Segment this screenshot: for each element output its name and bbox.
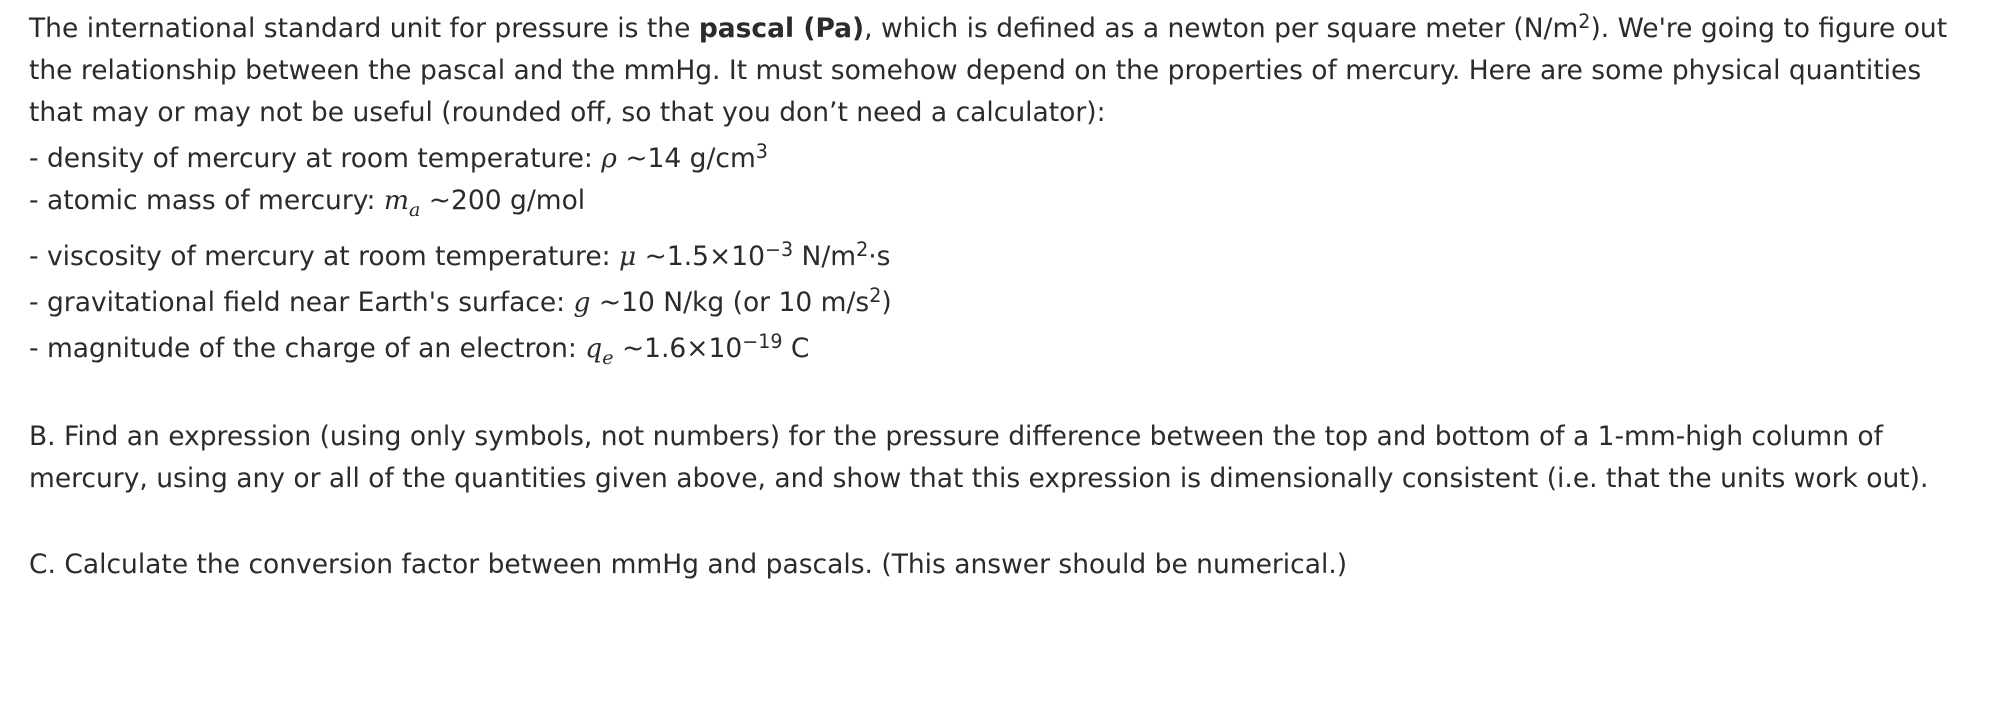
quantity-value-unit: C [782, 333, 810, 364]
charge-symbol: q [585, 333, 603, 364]
quantity-value: ~10 N/kg (or 10 m/s [590, 287, 870, 318]
quantity-value-exponent: −3 [764, 239, 794, 262]
quantity-unit-exponent: 2 [856, 239, 869, 262]
quantity-value-exponent: 2 [869, 285, 882, 308]
quantities-list [29, 138, 1968, 370]
quantity-viscosity [29, 236, 1968, 278]
part-c-question: C. Calculate the conversion factor between mmHg and pascals. (This answer should be numerical.) [29, 549, 1348, 580]
intro-superscript: 2 [1578, 11, 1591, 34]
intro-text-end: ). We're going to figure out the relationship between the pascal and the mmHg. It must somehow depend on the properties of mercury. Here are some physical quantities that may or may not be useful (rounded off, so that you don’t need a calculator): [29, 13, 1948, 128]
quantity-value-unit: N/m [793, 241, 857, 272]
atomic-mass-symbol: m [383, 185, 409, 216]
quantity-label: - gravitational field near Earth's surface: [29, 287, 574, 318]
density-symbol: ρ [601, 143, 617, 174]
intro-paragraph [29, 8, 1968, 134]
quantity-value-exponent: 3 [755, 141, 768, 164]
quantity-label: - atomic mass of mercury: [29, 185, 384, 216]
pascal-term: pascal (Pa) [698, 13, 865, 44]
viscosity-symbol: μ [619, 241, 637, 272]
intro-text-definition: , which is defined as a newton per square meter (N/m [864, 13, 1579, 44]
quantity-electron-charge [29, 328, 1968, 370]
quantity-value: ~1.6×10 [613, 333, 743, 364]
quantity-label: - magnitude of the charge of an electron: [29, 333, 586, 364]
gravity-symbol: g [573, 287, 591, 318]
charge-subscript: e [602, 346, 614, 369]
quantity-label: - viscosity of mercury at room temperature: [29, 241, 620, 272]
quantity-label: - density of mercury at room temperature: [29, 143, 602, 174]
intro-text-start: The international standard unit for pressure is the [29, 13, 699, 44]
quantity-value: ~200 g/mol [420, 185, 586, 216]
quantity-density [29, 138, 1968, 180]
quantity-atomic-mass [29, 180, 1968, 230]
part-b-question: B. Find an expression (using only symbols, not numbers) for the pressure difference between the top and bottom of a 1-mm-high column of mercury, using any or all of the quantities given above, and show that this expression is dimensionally consistent (i.e. that the units work out). [29, 421, 1929, 494]
quantity-value: ~14 g/cm [616, 143, 756, 174]
quantity-value: ~1.5×10 [636, 241, 765, 272]
quantity-value-tail: ) [881, 287, 892, 318]
quantity-gravity [29, 282, 1968, 324]
atomic-mass-subscript: a [409, 198, 421, 221]
quantity-value-unit-tail: ·s [868, 241, 891, 272]
quantity-value-exponent: −19 [742, 331, 783, 354]
